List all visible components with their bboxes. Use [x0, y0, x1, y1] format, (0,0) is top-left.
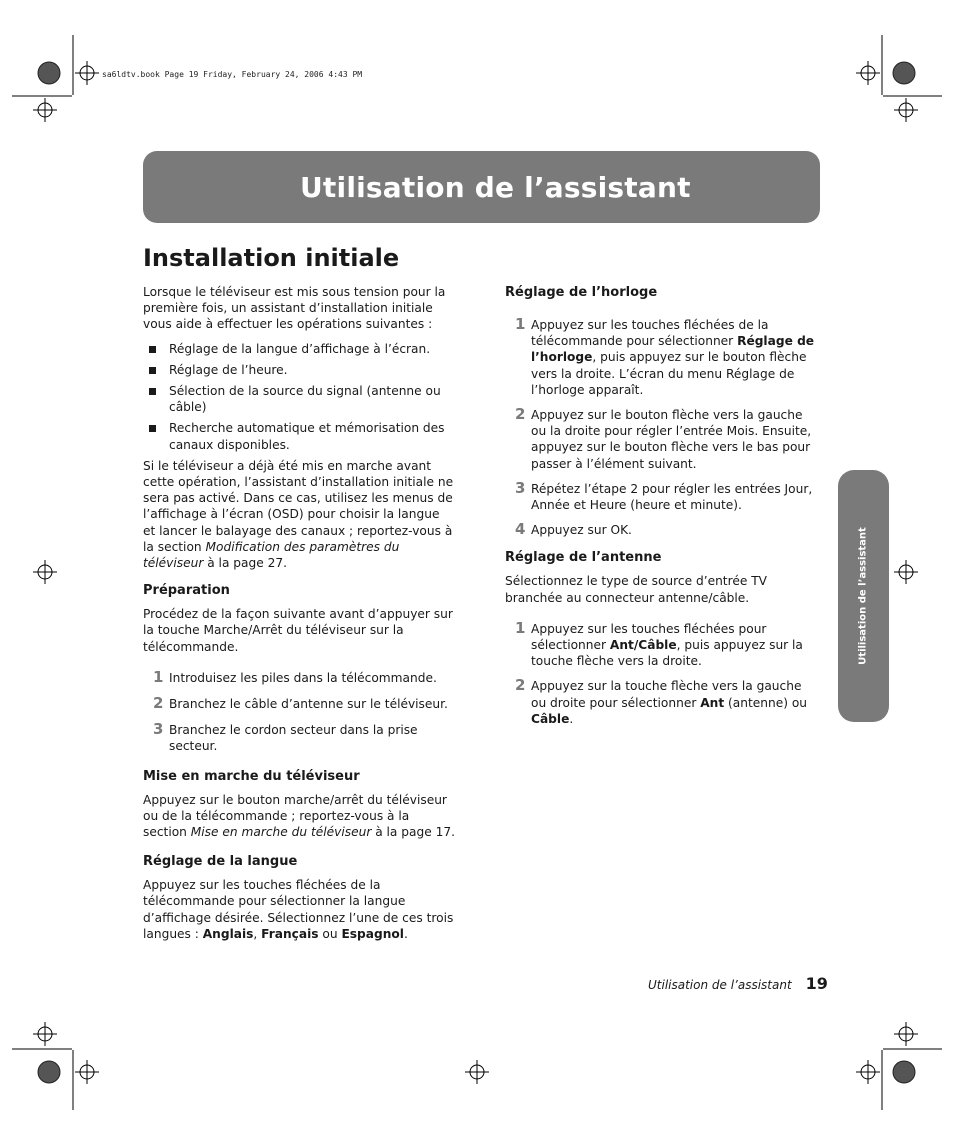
print-header: sa6ldtv.book Page 19 Friday, February 24, 2006 4:43 PM: [102, 70, 363, 79]
page-footer: [648, 974, 828, 993]
list-item: Réglage de l’heure.: [143, 362, 455, 378]
cross-reference: Modification des paramètres du téléviseur: [143, 539, 400, 571]
step-number: 4: [515, 520, 526, 539]
step-item: 1 Appuyez sur les touches fléchées de la télécommande pour sélectionner Réglage de l’horloge, puis appuyez sur le bouton flèche vers la droite. L’écran du menu Réglage de l’horloge apparaît.: [515, 315, 815, 397]
preparation-paragraph: Procédez de la façon suivante avant d’appuyer sur la touche Marche/Arrêt du téléviseur sur la télécommande.: [143, 607, 453, 654]
step-item: 2 Branchez le câble d’antenne sur le téléviseur.: [153, 694, 448, 713]
step-number: 1: [515, 315, 526, 333]
footer-title: Utilisation de l’assistant: [648, 978, 792, 992]
power-on-heading: Mise en marche du téléviseur: [143, 768, 360, 784]
list-item: Réglage de la langue d’affichage à l’écran.: [143, 341, 455, 357]
antenna-steps: [505, 618, 820, 727]
option-english: Anglais: [202, 926, 254, 941]
chapter-title: Utilisation de l’assistant: [300, 171, 691, 204]
list-item: Recherche automatique et mémorisation des canaux disponibles.: [143, 420, 455, 452]
antenna-paragraph: Sélectionnez le type de source d’entrée TV branchée au connecteur antenne/câble.: [505, 574, 767, 605]
preparation-heading: Préparation: [143, 583, 230, 599]
step-number: 3: [153, 720, 164, 739]
step-item: 4 Appuyez sur OK.: [515, 520, 632, 539]
clock-heading: Réglage de l’horloge: [505, 285, 658, 300]
step-item: 3 Branchez le cordon secteur dans la prise secteur.: [153, 720, 418, 754]
list-item: Sélection de la source du signal (antenne ou câble): [143, 383, 455, 415]
step-item: 2 Appuyez sur la touche flèche vers la gauche ou droite pour sélectionner Ant (antenne) ou Câble.: [515, 676, 808, 726]
step-number: 2: [153, 694, 164, 713]
step-item: 3 Répétez l’étape 2 pour régler les entrées Jour, Année et Heure (heure et minute).: [515, 478, 813, 513]
side-tab: [838, 470, 889, 722]
step-number: 1: [515, 618, 526, 637]
side-tab-label: Utilisation de l’assistant: [857, 527, 869, 665]
step-number: 2: [515, 676, 526, 695]
step-item: 1 Appuyez sur les touches fléchées pour sélectionner Ant/Câble, puis appuyez sur la touche flèche vers la droite.: [515, 618, 803, 669]
language-paragraph: Appuyez sur les touches fléchées de la télécommande pour sélectionner la langue d’affichage désirée. Sélectionnez l’une de ces trois langues : Anglais, Français ou Espagnol.: [143, 878, 454, 941]
language-heading: Réglage de la langue: [143, 854, 298, 870]
already-on-paragraph: Si le téléviseur a déjà été mis en marche avant cette opération, l’assistant d’installation initiale ne sera pas activé. Dans ce cas, utilisez les menus de l’affichage à l’écran (OSD) pour choisir la langue et lancer le balayage des canaux ; reportez-vous à la section Modification des paramètres du téléviseur à la page 27.: [143, 458, 454, 571]
intro-paragraph: Lorsque le téléviseur est mis sous tension pour la première fois, un assistant d’installation initiale vous aide à effectuer les opérations suivantes :: [143, 285, 446, 332]
clock-steps: [505, 317, 820, 538]
chapter-banner: [143, 151, 820, 223]
antenna-heading: Réglage de l’antenne: [505, 550, 662, 566]
step-item: 2 Appuyez sur le bouton flèche vers la gauche ou la droite pour régler l’entrée Mois. Ensuite, appuyez sur le bouton flèche vers le bas pour passer à l’élément suivant.: [515, 405, 812, 471]
page-number: 19: [805, 974, 828, 993]
left-column: [143, 284, 455, 942]
step-number: 2: [515, 405, 526, 424]
power-on-paragraph: Appuyez sur le bouton marche/arrêt du téléviseur ou de la télécommande ; reportez-vous à la section Mise en marche du téléviseur à la page 17.: [143, 792, 455, 840]
section-title: Installation initiale: [143, 244, 400, 272]
step-number: 3: [515, 478, 526, 497]
task-list: [143, 341, 455, 453]
step-item: 1 Introduisez les piles dans la télécommande.: [153, 667, 437, 686]
preparation-steps: [143, 667, 455, 755]
cross-reference: Mise en marche du téléviseur: [190, 825, 372, 840]
option-french: Français: [261, 926, 319, 941]
step-number: 1: [153, 667, 164, 686]
option-spanish: Espagnol: [341, 926, 404, 941]
right-column: [505, 284, 820, 727]
